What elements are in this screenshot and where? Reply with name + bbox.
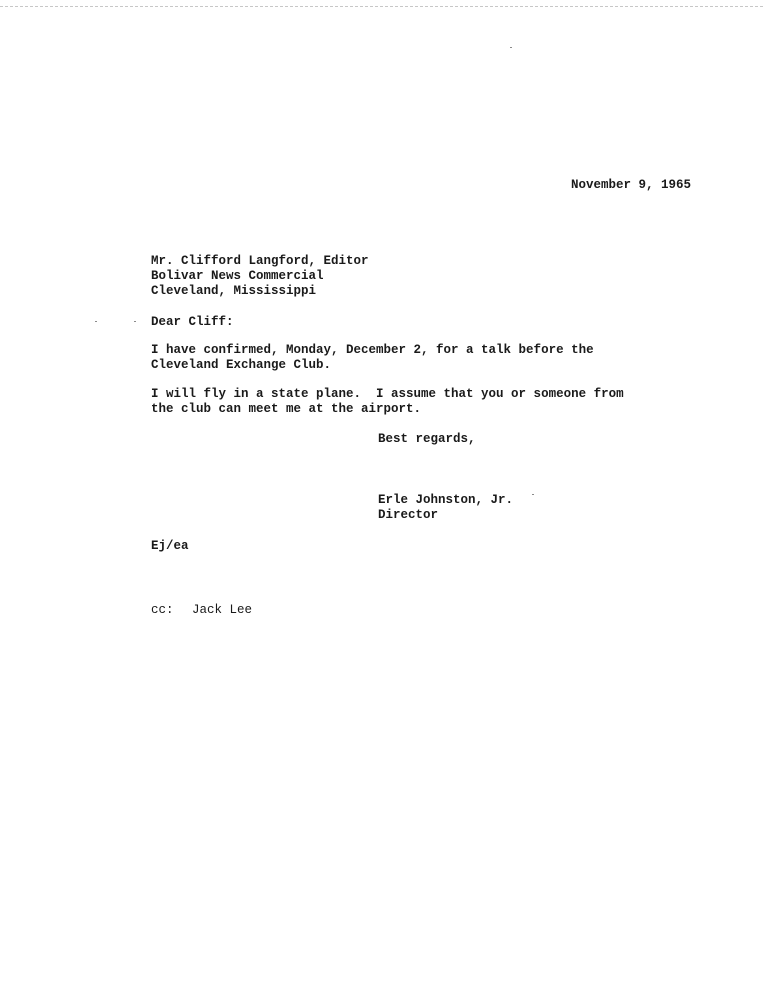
- scan-speck: [510, 47, 512, 48]
- recipient-location: Cleveland, Mississippi: [151, 284, 317, 298]
- closing: Best regards,: [378, 432, 476, 446]
- salutation: Dear Cliff:: [151, 315, 234, 329]
- letter-date: November 9, 1965: [571, 178, 692, 192]
- scan-speck: [532, 494, 534, 495]
- scan-top-edge: [0, 0, 763, 7]
- reference-initials: Ej/ea: [151, 539, 189, 553]
- signer-name: Erle Johnston, Jr.: [378, 493, 514, 507]
- body-line: the club can meet me at the airport.: [151, 402, 422, 416]
- signer-title: Director: [378, 508, 439, 522]
- cc-name: Jack Lee: [192, 603, 253, 617]
- body-line: I have confirmed, Monday, December 2, for a talk before the: [151, 343, 594, 357]
- body-line: Cleveland Exchange Club.: [151, 358, 332, 372]
- body-line: I will fly in a state plane. I assume that you or someone from: [151, 387, 624, 401]
- scan-speck: [95, 321, 97, 322]
- scan-speck: [134, 321, 136, 322]
- recipient-organization: Bolivar News Commercial: [151, 269, 324, 283]
- recipient-name: Mr. Clifford Langford, Editor: [151, 254, 369, 268]
- cc-label: cc:: [151, 603, 174, 617]
